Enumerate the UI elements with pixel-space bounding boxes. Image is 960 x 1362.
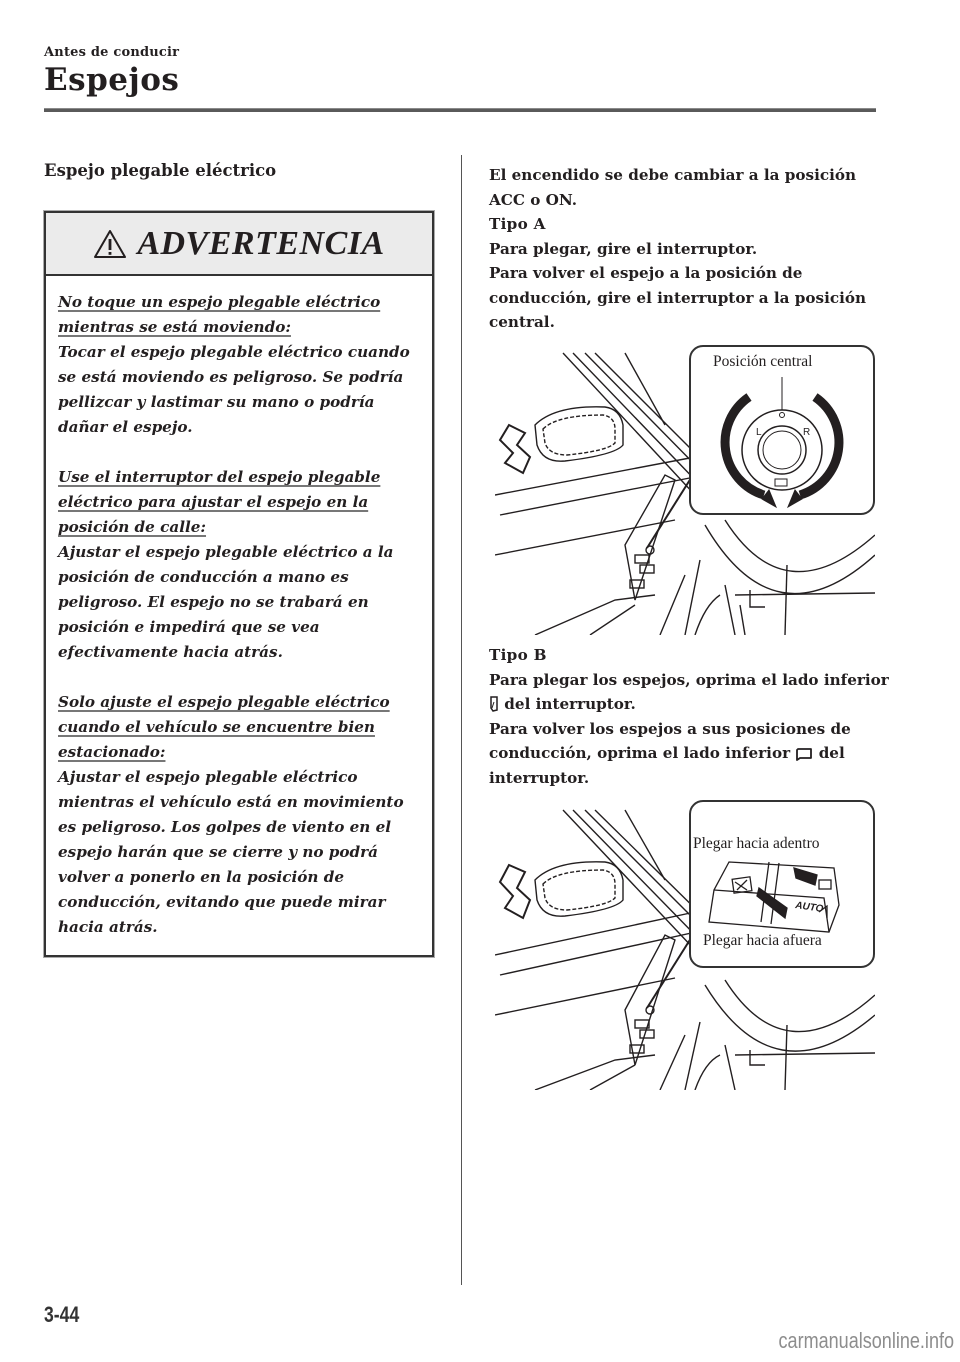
warning-lead: Solo ajuste el espejo plegable eléctrico cuando el vehículo se encuentre bien estacionado:: [58, 693, 390, 761]
callout-panel: [689, 800, 875, 968]
dial-right-label: R: [803, 427, 811, 438]
tipo-b-unfold-post: del interruptor.: [489, 744, 845, 787]
tipo-a-fold-text: Para plegar, gire el interruptor.: [489, 239, 758, 258]
warning-item: [58, 465, 420, 665]
callout-label-fold-out: Plegar hacia afuera: [703, 932, 822, 949]
tipo-b-unfold-text: [489, 717, 889, 791]
mirror-fold-icon: [489, 696, 499, 712]
tipo-b-fold-text: [489, 668, 889, 717]
mirror-unfold-icon: [795, 747, 813, 761]
tipo-b-unfold-pre: Para volver los espejos a sus posiciones de conducción, oprima el lado inferior: [489, 719, 851, 762]
section-subheading: Espejo plegable eléctrico: [44, 161, 277, 180]
figure-type-a: [495, 345, 875, 635]
switch-auto-label: AUTO: [794, 900, 824, 915]
warning-text: Ajustar el espejo plegable eléctrico mientras el vehículo está en movimiento es peligroso. Los golpes de viento en el espejo harán que se cierre y no podrá volver a ponerlo en la posición de conducción, evitando que puede mirar hacia atrás.: [58, 768, 404, 936]
section-kicker: Antes de conducir: [44, 45, 180, 60]
warning-header: [46, 213, 432, 276]
warning-text: Tocar el espejo plegable eléctrico cuando se está moviendo es peligroso. Se podría pellizcar y lastimar su mano o podría dañar el espejo.: [58, 343, 410, 436]
warning-lead: Use el interruptor del espejo plegable eléctrico para ajustar el espejo en la posición de calle:: [58, 468, 381, 536]
fold-switch-icon: [689, 800, 875, 968]
warning-item: [58, 690, 420, 940]
tipo-b-fold-pre: Para plegar los espejos, oprima el lado inferior: [489, 670, 889, 689]
warning-box: [44, 211, 434, 957]
right-column-text: [489, 163, 889, 335]
tipo-b-label: Tipo B: [489, 646, 547, 664]
intro-text: El encendido se debe cambiar a la posición ACC o ON.: [489, 166, 857, 209]
page-title: Espejos: [44, 62, 180, 98]
warning-lead: No toque un espejo plegable eléctrico mientras se está moviendo:: [58, 293, 381, 336]
callout-label-fold-in: Plegar hacia adentro: [693, 835, 820, 852]
tipo-a-unfold-text: Para volver el espejo a la posición de conducción, gire el interruptor a la posición central.: [489, 264, 867, 331]
header-rule: [44, 108, 876, 112]
page-number: 3-44: [44, 1302, 80, 1327]
tipo-a-label: Tipo A: [489, 215, 546, 233]
warning-title: ADVERTENCIA: [137, 224, 385, 262]
watermark-link[interactable]: carmanualsonline.info: [778, 1328, 954, 1353]
callout-label-center: Posición central: [713, 353, 813, 370]
tipo-b-text: [489, 643, 889, 790]
rotary-dial-icon: [689, 345, 875, 515]
callout-panel: [689, 345, 875, 515]
warning-text: Ajustar el espejo plegable eléctrico a la posición de conducción a mano es peligroso. El espejo no se trabará en posición e impedirá que se vea efectivamente hacia atrás.: [58, 543, 394, 661]
warning-item: [58, 290, 420, 440]
warning-triangle-icon: [93, 229, 127, 259]
figure-type-b: [495, 800, 875, 1090]
warning-body: [46, 276, 432, 940]
dial-left-label: L: [756, 427, 762, 438]
tipo-b-fold-post: del interruptor.: [504, 695, 636, 713]
column-divider: [461, 155, 462, 1285]
